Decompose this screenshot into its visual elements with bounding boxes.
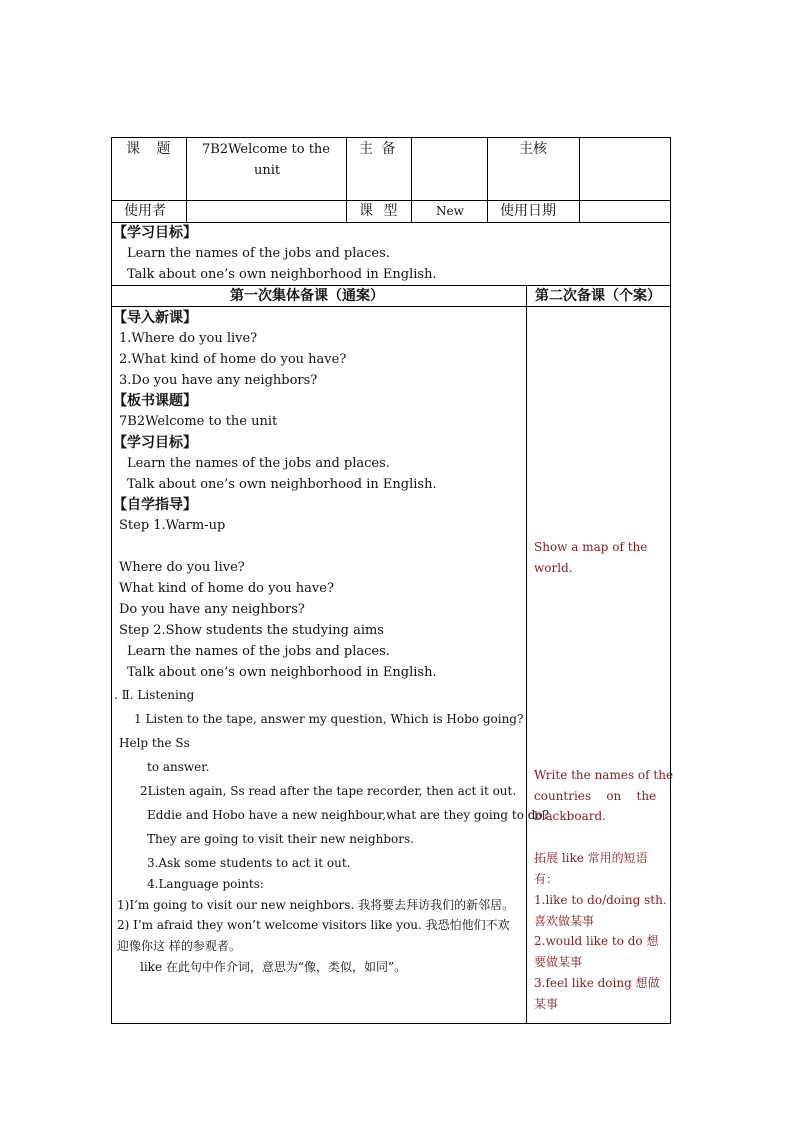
extension-note: 3.feel like doing 想做 bbox=[534, 976, 660, 990]
lead-preparer-label: 主 备 bbox=[359, 141, 398, 157]
language-point: 1)I’m going to visit our new neighbors. 我将要去拜访我们的新邻居。 bbox=[117, 898, 515, 912]
extension-note: 要做某事 bbox=[534, 955, 583, 969]
step-heading: Step 2.Show students the studying aims bbox=[119, 623, 384, 638]
aim-line: Learn the names of the jobs and places. bbox=[127, 644, 390, 659]
language-point: 迎像你这 样的参观者。 bbox=[117, 939, 241, 953]
language-point: 2) I’m afraid they won’t welcome visitors like you. 我恐怕他们不欢 bbox=[117, 918, 510, 932]
grid-line bbox=[487, 137, 488, 222]
teacher-note: countries on the bbox=[534, 789, 657, 803]
second-prep-column-title: 第二次备课（个案） bbox=[535, 288, 661, 304]
intro-question: 3.Do you have any neighbors? bbox=[119, 373, 318, 388]
learning-objective: Talk about one’s own neighborhood in English. bbox=[127, 477, 437, 492]
extension-note: 有： bbox=[534, 872, 559, 886]
listening-heading: . Ⅱ. Listening bbox=[114, 688, 195, 702]
extension-note: 某事 bbox=[534, 997, 559, 1011]
intro-question: 1.Where do you live? bbox=[119, 331, 258, 346]
warmup-question: Where do you live? bbox=[119, 560, 245, 575]
objectives-title: 【学习目标】 bbox=[113, 225, 197, 241]
board-value: 7B2Welcome to the unit bbox=[119, 414, 278, 429]
user-label: 使用者 bbox=[124, 203, 166, 219]
listening-step: They are going to visit their new neighbors. bbox=[147, 832, 414, 846]
warmup-question: What kind of home do you have? bbox=[119, 581, 334, 596]
extension-note: 喜欢做某事 bbox=[534, 914, 595, 928]
warmup-question: Do you have any neighbors? bbox=[119, 602, 305, 617]
grid-line bbox=[186, 137, 187, 222]
grid-line bbox=[579, 137, 580, 222]
first-prep-column-title: 第一次集体备课（通案） bbox=[230, 288, 384, 304]
listening-step: Eddie and Hobo have a new neighbour,what are they going to do? bbox=[147, 808, 550, 822]
learning-objectives-title: 【学习目标】 bbox=[113, 435, 197, 451]
grid-line bbox=[111, 306, 671, 307]
listening-step: 2Listen again, Ss read after the tape recorder, then act it out. bbox=[140, 784, 517, 798]
teacher-note: blackboard. bbox=[534, 809, 606, 823]
language-point: like 在此句中作介词，意思为“像，类似，如同”。 bbox=[140, 960, 407, 974]
extension-note: 2.would like to do 想 bbox=[534, 934, 659, 948]
topic-label: 课 题 bbox=[126, 141, 177, 157]
intro-title: 【导入新课】 bbox=[113, 310, 197, 326]
self-study-title: 【自学指导】 bbox=[113, 497, 197, 513]
grid-line bbox=[346, 137, 347, 222]
reviewer-label: 主核 bbox=[519, 141, 547, 157]
learning-objective: Learn the names of the jobs and places. bbox=[127, 456, 390, 471]
topic-value: 7B2Welcome to the bbox=[202, 142, 330, 157]
objectives-line: Learn the names of the jobs and places. bbox=[127, 246, 390, 261]
teacher-note: world. bbox=[534, 561, 573, 575]
listening-step: Help the Ss bbox=[119, 736, 190, 750]
grid-line bbox=[411, 137, 412, 222]
grid-line bbox=[526, 285, 527, 1024]
listening-step: 4.Language points: bbox=[147, 877, 264, 891]
topic-value-line2: unit bbox=[254, 163, 281, 178]
intro-question: 2.What kind of home do you have? bbox=[119, 352, 347, 367]
teacher-note: Write the names of the bbox=[534, 768, 674, 782]
lesson-type-value: New bbox=[436, 204, 464, 218]
extension-note: 拓展 like 常用的短语 bbox=[534, 851, 648, 865]
extension-note: 1.like to do/doing sth. bbox=[534, 893, 667, 907]
listening-step: 3.Ask some students to act it out. bbox=[147, 856, 351, 870]
board-title: 【板书课题】 bbox=[113, 393, 197, 409]
use-date-label: 使用日期 bbox=[500, 203, 556, 219]
listening-step: 1 Listen to the tape, answer my question, Which is Hobo going? bbox=[134, 712, 524, 726]
objectives-line: Talk about one’s own neighborhood in English. bbox=[127, 267, 437, 282]
lesson-type-label: 课 型 bbox=[359, 203, 401, 219]
aim-line: Talk about one’s own neighborhood in English. bbox=[127, 665, 437, 680]
step-heading: Step 1.Warm-up bbox=[119, 518, 226, 533]
teacher-note: Show a map of the bbox=[534, 540, 648, 554]
listening-step: to answer. bbox=[147, 760, 210, 774]
